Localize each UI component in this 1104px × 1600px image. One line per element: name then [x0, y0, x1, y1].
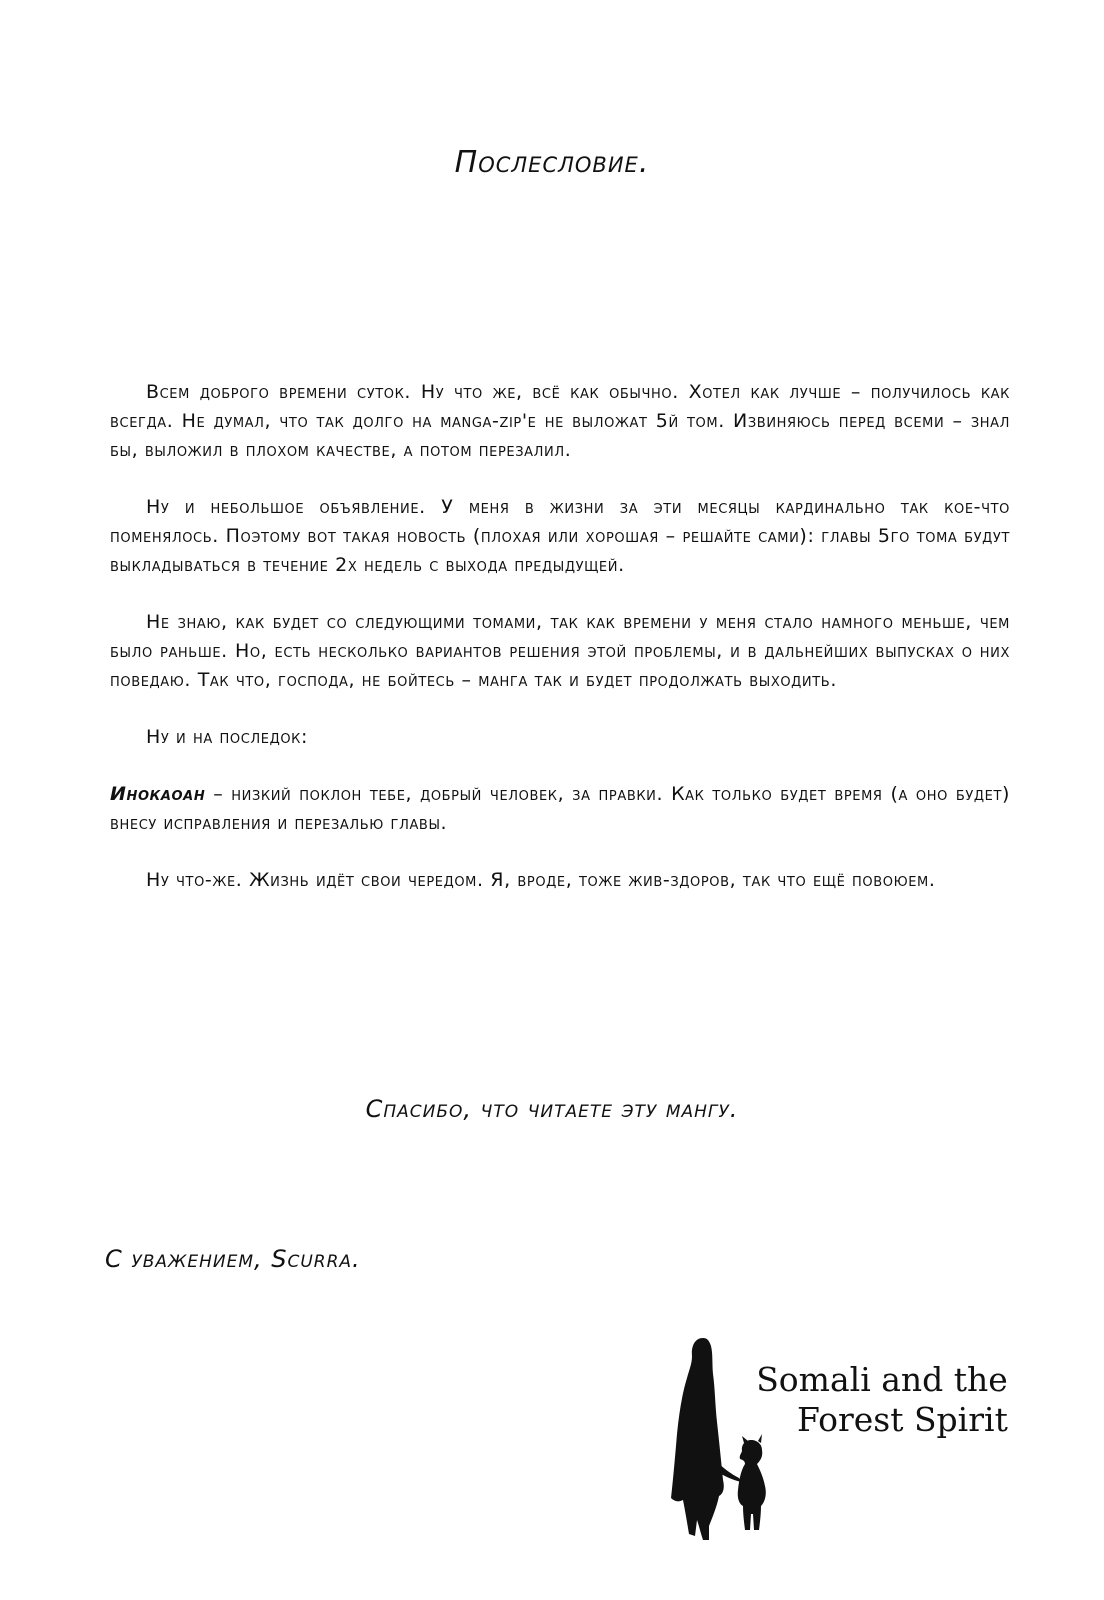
paragraph-3: Не знаю, как будет со следующими томами, так как времени у меня стало намного меньше, чем было раньше. Но, есть несколько вариантов решения этой проблемы, и в дальнейших выпусках о них поведаю. Так что, господа, не бойтесь – манга так и будет продолжать выходить.	[110, 611, 1010, 691]
credit-name: Инокаоан	[110, 783, 206, 805]
credit-text: – низкий поклон тебе, добрый человек, за правки. Как только будет время (а оно будет) внесу исправления и перезалью главы.	[110, 783, 1010, 834]
logo-line-1: Somali and the	[756, 1360, 1008, 1399]
logo-line-2: Forest Spirit	[797, 1400, 1008, 1439]
afterword-body	[110, 378, 1010, 923]
series-logo	[665, 1330, 1025, 1550]
closing-paragraph: Ну что-же. Жизнь идёт свои чередом. Я, вроде, тоже жив-здоров, так что ещё повоюем.	[146, 869, 936, 891]
thanks-line: Спасибо, что читаете эту мангу.	[365, 1095, 739, 1123]
logo-title	[747, 1360, 1008, 1440]
credit-paragraph	[110, 780, 1010, 838]
page-title: Послесловие.	[454, 145, 650, 180]
paragraph-1: Всем доброго времени суток. Ну что же, всё как обычно. Хотел как лучше – получилось как всегда. Не думал, что так долго на manga-zip'е не выложат 5й том. Извиняюсь перед всеми – знал бы, выложил в плохом качестве, а потом перезалил.	[110, 381, 1010, 461]
paragraph-2: Ну и небольшое объявление. У меня в жизни за эти месяцы кардинально так кое-что поменялось. Поэтому вот такая новость (плохая или хорошая – решайте сами): главы 5го тома будут выкладываться в течение 2х недель с выхода предыдущей.	[110, 496, 1010, 576]
signature: С уважением, Scurra.	[105, 1245, 361, 1273]
paragraph-4: Ну и на последок:	[146, 726, 309, 748]
